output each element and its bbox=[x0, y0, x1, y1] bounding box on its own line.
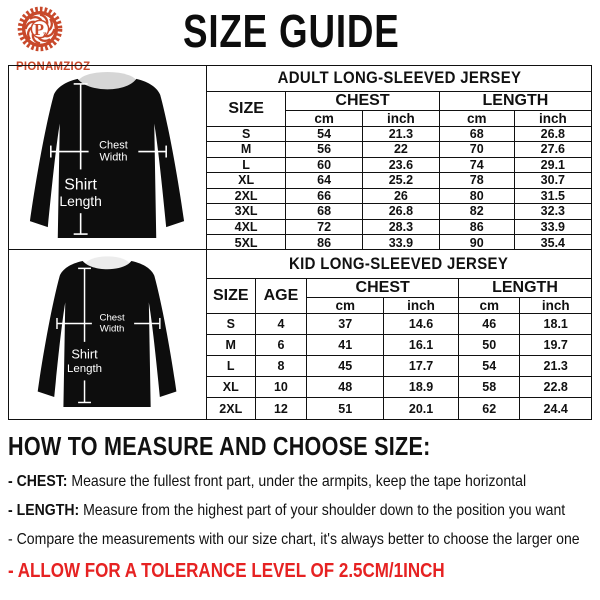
chest-inch-cell: 26.8 bbox=[363, 204, 440, 220]
table-row bbox=[207, 142, 591, 158]
chest-inch-cell: 33.9 bbox=[363, 235, 440, 251]
chest-width-label: Chest bbox=[99, 312, 125, 324]
chest-cm-cell: 72 bbox=[286, 219, 363, 235]
brand-name: PIONAMZIOZ bbox=[16, 59, 91, 73]
chest-cm-cell: 48 bbox=[307, 377, 384, 398]
chest-inch-cell: 20.1 bbox=[384, 398, 459, 419]
size-cell: 5XL bbox=[207, 235, 286, 251]
length-cm-cell: 62 bbox=[459, 398, 520, 419]
size-cell: S bbox=[207, 313, 255, 334]
chest-inch-cell: 22 bbox=[363, 142, 440, 158]
length-inch-cell: 24.4 bbox=[520, 398, 591, 419]
unit-inch: inch bbox=[363, 110, 440, 126]
size-cell: XL bbox=[207, 377, 255, 398]
tolerance-note: - ALLOW FOR A TOLERANCE LEVEL OF 2.5CM/1INCH bbox=[8, 560, 445, 582]
adult-shirt-diagram bbox=[9, 66, 206, 249]
length-cm-cell: 80 bbox=[439, 188, 514, 204]
shirt-length-label: Length bbox=[66, 363, 103, 376]
unit-cm: cm bbox=[439, 110, 514, 126]
length-instruction-text: Measure from the highest part of your shoulder down to the position you want bbox=[79, 502, 566, 519]
length-cm-cell: 70 bbox=[439, 142, 514, 158]
size-cell: M bbox=[207, 142, 286, 158]
chest-instruction-text: Measure the fullest front part, under the armpits, keep the tape horizontal bbox=[67, 473, 527, 490]
table-row bbox=[207, 157, 591, 173]
unit-cm: cm bbox=[307, 297, 384, 313]
adult-table-title bbox=[207, 66, 591, 91]
unit-inch: inch bbox=[520, 297, 591, 313]
kid-header-row bbox=[207, 278, 591, 297]
table-row bbox=[207, 204, 591, 220]
kid-size-table bbox=[207, 250, 591, 419]
chest-inch-cell: 21.3 bbox=[363, 126, 440, 142]
age-cell: 8 bbox=[255, 356, 307, 377]
chest-inch-cell: 14.6 bbox=[384, 313, 459, 334]
table-row bbox=[207, 356, 591, 377]
length-inch-cell: 27.6 bbox=[514, 142, 591, 158]
compare-instruction: - Compare the measurements with our size chart, it's always better to choose the larger one bbox=[8, 531, 580, 548]
column-header-size: SIZE bbox=[207, 278, 255, 313]
length-inch-cell: 22.8 bbox=[520, 377, 591, 398]
adult-table-title-row bbox=[207, 66, 591, 91]
size-cell: L bbox=[207, 356, 255, 377]
column-header-length: LENGTH bbox=[439, 91, 591, 110]
chest-width-label: Width bbox=[99, 323, 125, 335]
kid-shirt-diagram bbox=[9, 250, 206, 419]
kid-table-title-row bbox=[207, 250, 591, 278]
chest-cm-cell: 60 bbox=[286, 157, 363, 173]
shirt-length-label: Length bbox=[59, 193, 102, 210]
chest-cm-cell: 86 bbox=[286, 235, 363, 251]
table-row bbox=[207, 398, 591, 419]
size-cell: XL bbox=[207, 173, 286, 189]
chest-cm-cell: 64 bbox=[286, 173, 363, 189]
length-instruction bbox=[8, 502, 566, 520]
table-row bbox=[207, 334, 591, 355]
kid-table-title bbox=[207, 250, 591, 278]
length-cm-cell: 54 bbox=[459, 356, 520, 377]
table-row bbox=[207, 235, 591, 251]
column-header-chest: CHEST bbox=[286, 91, 440, 110]
length-inch-cell: 35.4 bbox=[514, 235, 591, 251]
length-inch-cell: 31.5 bbox=[514, 188, 591, 204]
adult-size-table bbox=[207, 66, 591, 250]
size-cell: 2XL bbox=[207, 398, 255, 419]
age-cell: 12 bbox=[255, 398, 307, 419]
table-row bbox=[207, 126, 591, 142]
length-cm-cell: 82 bbox=[439, 204, 514, 220]
chest-inch-cell: 23.6 bbox=[363, 157, 440, 173]
column-header-size: SIZE bbox=[207, 91, 286, 126]
chest-inch-cell: 17.7 bbox=[384, 356, 459, 377]
column-header-length: LENGTH bbox=[459, 278, 592, 297]
length-instruction-label: - LENGTH: bbox=[8, 502, 80, 519]
adult-table-cell bbox=[207, 66, 591, 250]
length-inch-cell: 21.3 bbox=[520, 356, 591, 377]
length-cm-cell: 90 bbox=[439, 235, 514, 251]
kid-shirt-cell bbox=[9, 250, 207, 419]
brand-block bbox=[16, 5, 166, 73]
table-row bbox=[207, 188, 591, 204]
chest-inch-cell: 16.1 bbox=[384, 334, 459, 355]
length-inch-cell: 18.1 bbox=[520, 313, 591, 334]
chest-cm-cell: 41 bbox=[307, 334, 384, 355]
size-cell: 3XL bbox=[207, 204, 286, 220]
chest-instruction-label: - CHEST: bbox=[8, 473, 68, 490]
length-inch-cell: 33.9 bbox=[514, 219, 591, 235]
length-cm-cell: 78 bbox=[439, 173, 514, 189]
size-cell: 2XL bbox=[207, 188, 286, 204]
length-cm-cell: 68 bbox=[439, 126, 514, 142]
adult-header-row bbox=[207, 91, 591, 110]
length-inch-cell: 32.3 bbox=[514, 204, 591, 220]
chest-cm-cell: 56 bbox=[286, 142, 363, 158]
column-header-chest: CHEST bbox=[307, 278, 459, 297]
length-inch-cell: 30.7 bbox=[514, 173, 591, 189]
age-cell: 4 bbox=[255, 313, 307, 334]
unit-cm: cm bbox=[459, 297, 520, 313]
chest-inch-cell: 18.9 bbox=[384, 377, 459, 398]
length-cm-cell: 50 bbox=[459, 334, 520, 355]
table-row bbox=[207, 173, 591, 189]
size-cell: 4XL bbox=[207, 219, 286, 235]
chest-inch-cell: 26 bbox=[363, 188, 440, 204]
age-cell: 6 bbox=[255, 334, 307, 355]
length-cm-cell: 74 bbox=[439, 157, 514, 173]
length-inch-cell: 26.8 bbox=[514, 126, 591, 142]
age-cell: 10 bbox=[255, 377, 307, 398]
table-row bbox=[207, 377, 591, 398]
adult-table-title-text: ADULT LONG-SLEEVED JERSEY bbox=[277, 68, 521, 88]
size-cell: L bbox=[207, 157, 286, 173]
unit-inch: inch bbox=[384, 297, 459, 313]
shirt-length-label: Shirt bbox=[71, 346, 98, 362]
page-title: SIZE GUIDE bbox=[183, 5, 400, 57]
gear-logo-icon bbox=[16, 5, 64, 53]
kid-table-cell bbox=[207, 250, 591, 419]
how-to-heading: HOW TO MEASURE AND CHOOSE SIZE: bbox=[8, 431, 431, 461]
how-to-measure-section bbox=[8, 431, 598, 583]
chest-inch-cell: 28.3 bbox=[363, 219, 440, 235]
chest-cm-cell: 51 bbox=[307, 398, 384, 419]
unit-inch: inch bbox=[514, 110, 591, 126]
length-cm-cell: 46 bbox=[459, 313, 520, 334]
shirt-length-label: Shirt bbox=[64, 176, 98, 194]
chest-inch-cell: 25.2 bbox=[363, 173, 440, 189]
kid-table-title-text: KID LONG-SLEEVED JERSEY bbox=[289, 253, 509, 273]
logo-letter: P bbox=[34, 19, 45, 39]
column-header-age: AGE bbox=[255, 278, 307, 313]
chest-cm-cell: 68 bbox=[286, 204, 363, 220]
adult-shirt-cell bbox=[9, 66, 207, 250]
length-cm-cell: 86 bbox=[439, 219, 514, 235]
chest-cm-cell: 45 bbox=[307, 356, 384, 377]
chest-cm-cell: 66 bbox=[286, 188, 363, 204]
unit-cm: cm bbox=[286, 110, 363, 126]
length-inch-cell: 29.1 bbox=[514, 157, 591, 173]
size-chart-box bbox=[8, 65, 592, 420]
size-cell: S bbox=[207, 126, 286, 142]
chest-cm-cell: 54 bbox=[286, 126, 363, 142]
chest-width-label: Width bbox=[99, 151, 128, 164]
chest-cm-cell: 37 bbox=[307, 313, 384, 334]
chest-width-label: Chest bbox=[99, 139, 128, 152]
logo-letter-small: z bbox=[42, 28, 47, 39]
chest-instruction bbox=[8, 473, 527, 491]
table-row bbox=[207, 219, 591, 235]
length-inch-cell: 19.7 bbox=[520, 334, 591, 355]
length-cm-cell: 58 bbox=[459, 377, 520, 398]
size-cell: M bbox=[207, 334, 255, 355]
table-row bbox=[207, 313, 591, 334]
